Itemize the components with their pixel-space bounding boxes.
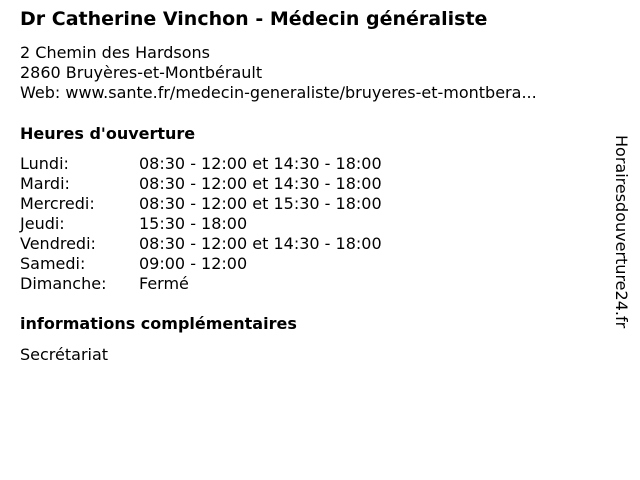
day-hours: 08:30 - 12:00 et 14:30 - 18:00: [139, 234, 382, 253]
additional-info-text: Secrétariat: [20, 345, 109, 364]
day-label: Mercredi:: [20, 194, 95, 213]
address-city: 2860 Bruyères-et-Montbérault: [20, 63, 263, 82]
business-title: Dr Catherine Vinchon - Médecin généraliste: [20, 8, 488, 30]
day-hours: 15:30 - 18:00: [139, 214, 248, 233]
additional-info-heading: informations complémentaires: [20, 314, 297, 333]
day-label: Samedi:: [20, 254, 86, 273]
day-hours: Fermé: [139, 274, 189, 293]
watermark-text: Horairesdouverture24.fr: [612, 135, 631, 329]
day-hours: 08:30 - 12:00 et 14:30 - 18:00: [139, 154, 382, 173]
day-label: Mardi:: [20, 174, 70, 193]
website-link[interactable]: Web: www.sante.fr/medecin-generaliste/bruyeres-et-montbera...: [20, 83, 537, 102]
day-label: Dimanche:: [20, 274, 107, 293]
day-hours: 08:30 - 12:00 et 14:30 - 18:00: [139, 174, 382, 193]
day-label: Lundi:: [20, 154, 69, 173]
day-label: Vendredi:: [20, 234, 96, 253]
opening-hours-heading: Heures d'ouverture: [20, 124, 196, 143]
day-hours: 09:00 - 12:00: [139, 254, 248, 273]
day-hours: 08:30 - 12:00 et 15:30 - 18:00: [139, 194, 382, 213]
address-block: [20, 43, 537, 103]
watermark: [612, 135, 632, 345]
day-label: Jeudi:: [20, 214, 65, 233]
address-street: 2 Chemin des Hardsons: [20, 43, 210, 62]
